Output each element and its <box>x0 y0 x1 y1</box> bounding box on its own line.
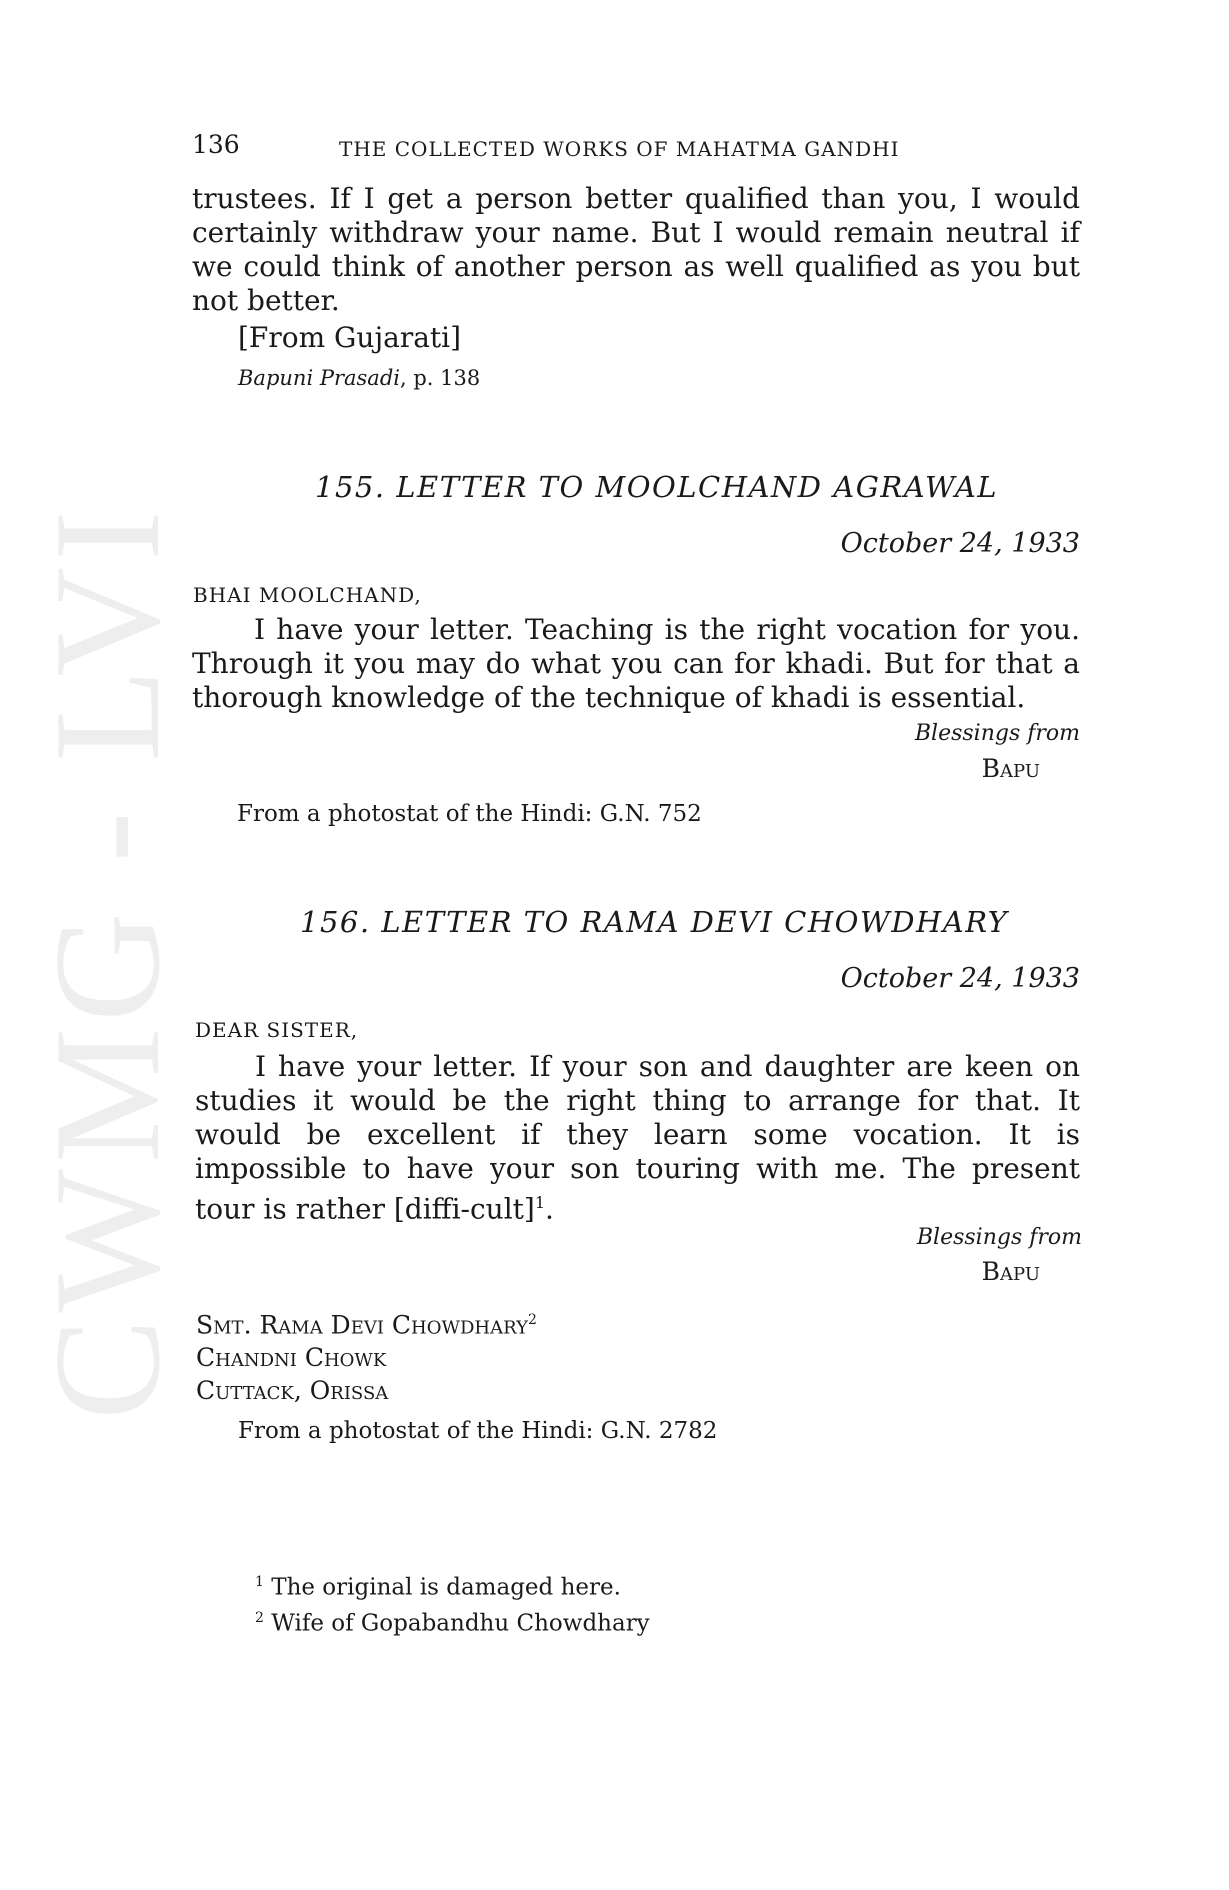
letter-156-signature <box>780 1257 1040 1286</box>
letter-156-body <box>195 1050 1080 1226</box>
footnote-text: The original is damaged here. <box>271 1574 621 1601</box>
letter-156-blessing: Blessings from <box>916 1225 1082 1250</box>
signature-name: Bapu <box>981 1257 1040 1286</box>
address-line-3: Cuttack, Orissa <box>196 1376 389 1406</box>
footnote-text: Wife of Gopabandhu Chowdhary <box>271 1610 650 1637</box>
footnote-ref-2: 2 <box>528 1312 537 1328</box>
letter-155-blessing: Blessings from <box>914 721 1080 746</box>
page-number: 136 <box>192 130 240 159</box>
footnote-1 <box>255 1567 650 1603</box>
continuation-paragraph: trustees. If I get a person better qualified than you, I would certainly withdraw your name. But I would remain neutral if we could think of another person as well qualified as you but not better. <box>192 182 1080 317</box>
source-citation <box>238 366 480 390</box>
letter-155-source: From a photostat of the Hindi: G.N. 752 <box>237 801 702 827</box>
signature-name: Bapu <box>981 754 1040 783</box>
letter-155-signature <box>780 754 1040 783</box>
letter-155-title: 155. LETTER TO MOOLCHAND AGRAWAL <box>315 470 999 504</box>
footnote-mark: 2 <box>255 1609 264 1626</box>
book-title: THE COLLECTED WORKS OF MAHATMA GANDHI <box>339 137 900 161</box>
letter-156-body-text: I have your letter. If your son and daughter are keen on studies it would be the right thing to arrange for that. It would be excellent if they learn some vocation. It is impossible to have your son touring with me. The present tour is rather [diffi-cult] <box>195 1050 1080 1226</box>
letter-155-salutation: BHAI MOOLCHAND, <box>193 583 422 607</box>
letter-155-date: October 24, 1933 <box>840 528 1080 559</box>
source-book-title: Bapuni Prasadi <box>238 366 400 390</box>
recipient-address <box>196 1304 537 1407</box>
footnotes <box>255 1567 650 1638</box>
language-note: [From Gujarati] <box>238 321 462 354</box>
letter-156-source: From a photostat of the Hindi: G.N. 2782 <box>238 1418 718 1444</box>
watermark: CWMG - LVI <box>23 504 191 1420</box>
running-head <box>192 130 937 159</box>
footnote-ref-1: 1 <box>534 1193 546 1212</box>
letter-156-body-end: . <box>545 1192 554 1226</box>
letter-155-body: I have your letter. Teaching is the right vocation for you. Through it you may do what you can for khadi. But for that a thorough knowledge of the technique of khadi is essential. <box>192 613 1080 714</box>
letter-156-salutation: DEAR SISTER, <box>195 1018 359 1042</box>
footnote-mark: 1 <box>255 1574 264 1590</box>
address-line-1: Smt. Rama Devi Chowdhary$^2$ <box>196 1310 537 1340</box>
letter-156-date: October 24, 1933 <box>840 963 1080 994</box>
address-line-2: Chandni Chowk <box>196 1343 387 1373</box>
source-page: , p. 138 <box>399 366 481 390</box>
footnote-2 <box>255 1603 650 1639</box>
letter-156-title: 156. LETTER TO RAMA DEVI CHOWDHARY <box>300 905 1009 939</box>
